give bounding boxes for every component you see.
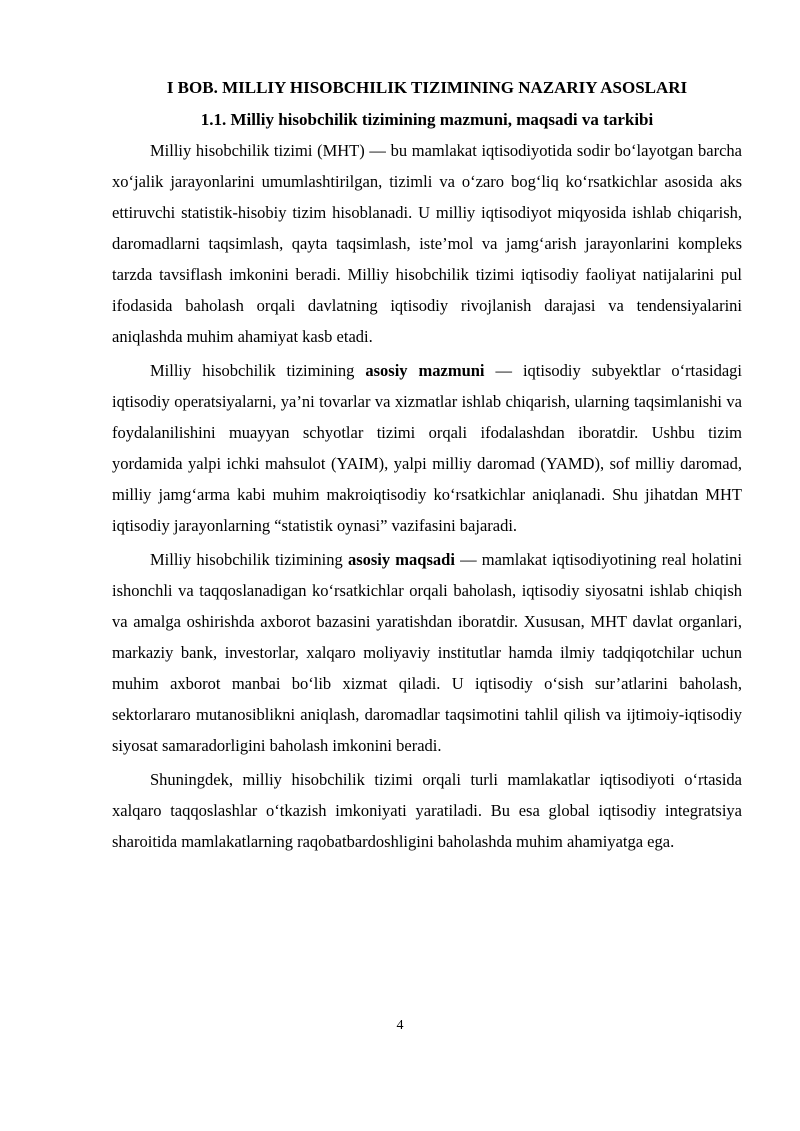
chapter-title: I BOB. MILLIY HISOBCHILIK TIZIMINING NAZARIY ASOSLARI: [166, 78, 688, 97]
paragraph-3: [112, 544, 742, 761]
paragraph-2-body: — iqtisodiy subyektlar o‘rtasidagi iqtisodiy operatsiyalarni, ya’ni tovarlar va xizmatlar ishlab chiqarish, ularning taqsimlanishi va foydalanilishini muayyan schyotlar tizimi orqali ifodalashdan iboratdir. Ushbu tizim yordamida yalpi ichki mahsulot (YAIM), yalpi milliy daromad (YAMD), sof milliy daromad, milliy jamg‘arma kabi muhim makroiqtisodiy ko‘rsatkichlar aniqlanadi. Shu jihatdan MHT iqtisodiy jarayonlarning “statistik oynasi” vazifasini bajaradi.: [112, 361, 742, 535]
paragraph-1: Milliy hisobchilik tizimi (MHT) — bu mamlakat iqtisodiyotida sodir bo‘layotgan barcha xo‘jalik jarayonlarini umumlashtirilgan, tizimli va o‘zaro bog‘liq ko‘rsatkichlar asosida aks ettiruvchi statistik-hisobiy tizim hisoblanadi. U milliy iqtisodiyot miqyosida ishlab chiqarish, daromadlarni taqsimlash, qayta taqsimlash, iste’mol va jamg‘arish jarayonlarini kompleks tarzda tavsiflash imkonini beradi. Milliy hisobchilik tizimi iqtisodiy faoliyat natijalarini pul ifodasida baholash orqali davlatning iqtisodiy rivojlanish darajasi va tendensiyalarini aniqlashda muhim ahamiyat kasb etadi.: [112, 141, 742, 346]
page-number: 4: [396, 1018, 404, 1033]
paragraph-3-body: — mamlakat iqtisodiyotining real holatini ishonchli va taqqoslanadigan ko‘rsatkichlar orqali baholash, iqtisodiy siyosatni ishlab chiqish va amalga oshirishda axborot bazasini yaratishdan iboratdir. Xususan, MHT davlat organlari, markaziy bank, investorlar, xalqaro moliyaviy institutlar hamda ilmiy tadqiqotchilar uchun muhim axborot manbai bo‘lib xizmat qiladi. U iqtisodiy o‘sish sur’atlarini baholash, sektorlararo mutanosiblikni aniqlash, daromadlar taqsimotini tahlil qilish va ijtimoiy-iqtisodiy siyosat samaradorligini baholash imkonini beradi.: [112, 550, 743, 755]
paragraph-4: Shuningdek, milliy hisobchilik tizimi orqali turli mamlakatlar iqtisodiyoti o‘rtasida xalqaro taqqoslashlar o‘tkazish imkoniyati yaratiladi. Bu esa global iqtisodiy integratsiya sharoitida mamlakatlarning raqobatbardoshligini baholashda muhim ahamiyatga ega.: [112, 770, 742, 851]
paragraph-2: [112, 355, 742, 541]
paragraph-3-lead: Milliy hisobchilik tizimining: [150, 550, 348, 569]
document-page: [112, 76, 742, 857]
paragraph-3-emphasis: asosiy maqsadi: [347, 550, 455, 569]
paragraph-2-emphasis: asosiy mazmuni: [365, 361, 485, 380]
paragraph-2-lead: Milliy hisobchilik tizimining: [150, 361, 366, 380]
section-title: 1.1. Milliy hisobchilik tizimining mazmuni, maqsadi va tarkibi: [200, 110, 654, 129]
